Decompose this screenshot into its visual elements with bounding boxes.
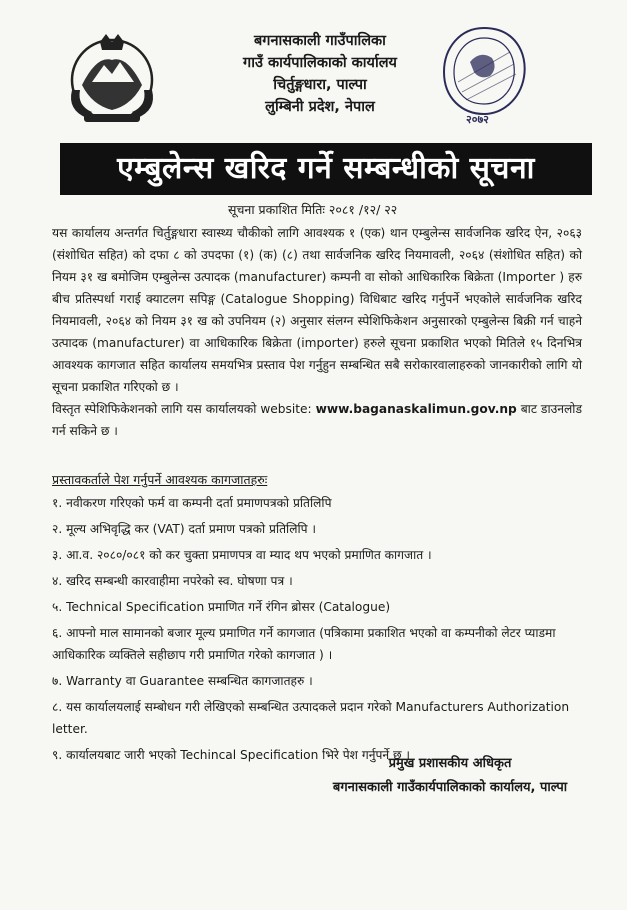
requirement-item: ४. खरिद सम्बन्धी कारवाहीमा नपरेको स्व. घोषणा पत्र । [52,574,293,588]
nepal-emblem-icon [62,30,162,125]
requirement-item: ९. कार्यालयबाट जारी भएको Techincal Specification भिरे पेश गर्नुपर्ने छ । [52,748,411,762]
stamp-date: २०७२ [466,113,489,126]
website-paragraph [52,398,582,442]
municipality-name: बगनासकाली गाउँपालिका [254,33,386,49]
signature-block [300,752,600,800]
website-suffix: बाट डाउनलोड गर्न सकिने छ । [52,402,582,438]
requirement-item: ५. Technical Specification प्रमाणित गर्ने रंगिन ब्रोसर (Catalogue) [52,600,391,614]
province-name: लुम्बिनी प्रदेश, नेपाल [265,99,375,115]
notice-body [52,222,582,442]
office-header [200,30,440,118]
requirement-item: ३. आ.व. २०८०/०८१ को कर चुक्ता प्रमाणपत्र वा म्याद थप भएको प्रमाणित कागजात । [52,548,432,562]
requirement-item: ६. आफ्नो माल सामानको बजार मूल्य प्रमाणित गर्ने कागजात (पत्रिकामा प्रकाशित भएको वा कम्पनीको लेटर प्याडमा आधिकारिक व्यक्तिले सहीछाप गरी प्रमाणित गरेको कागजात ) । [52,626,556,662]
requirements-list [52,492,584,770]
notice-title: एम्बुलेन्स खरिद गर्ने सम्बन्धीको सूचना [60,143,592,195]
published-date: सूचना प्रकाशित मितिः २०८१ /१२/ २२ [228,202,398,217]
requirements-title: प्रस्तावकर्ताले पेश गर्नुपर्ने आवश्यक कागजातहरुः [52,472,268,487]
requirement-item: २. मूल्य अभिवृद्धि कर (VAT) दर्ता प्रमाण पत्रको प्रतिलिपि । [52,522,317,536]
website-link[interactable]: www.baganaskalimun.gov.np [315,402,517,416]
signatory-office: बगनासकाली गाउँकार्यपालिकाको कार्यालय, पाल्पा [332,780,568,795]
office-name: गाउँ कार्यपालिकाको कार्यालय [243,55,397,71]
website-prefix: विस्तृत स्पेशिफिकेशनको लागि यस कार्यालयको website: [52,402,316,416]
requirement-item: ७. Warranty वा Guarantee सम्बन्धित कागजातहरु । [52,674,313,688]
notice-paragraph: यस कार्यालय अन्तर्गत चिर्तुङ्गधारा स्वास्थ्य चौकीको लागि आवश्यक १ (एक) थान एम्बुलेन्स सार्वजनिक खरिद ऐन, २०६३ (संशोधित सहित) को दफा ८ को उपदफा (१) (क) (८) तथा सार्वजनिक खरिद नियमावली, २०६४ (संशोधित सहित) को नियम ३१ ख बमोजिम एम्बुलेन्स उत्पादक (manufacturer) कम्पनी वा सोको आधिकारिक बिक्रेता (Importer ) हरु बीच प्रतिस्पर्धा गराई क्याटलग सपिङ्ग (Catalogue Shopping) विधिबाट खरिद गर्नुपर्ने भएकोले सार्वजनिक खरिद नियमावली, २०६४ को नियम ३१ ख को उपनियम (२) अनुसार संलग्न स्पेशिफिकेशन अनुसारको एम्बुलेन्स बिक्री गर्न चाहने उत्पादक (manufacturer) वा आधिकारिक बिक्रेता (importer) हरुले सूचना प्रकाशित भएको मितिले १५ दिनभित्र आवश्यक कागजात सहित कार्यालय समयभित्र प्रस्ताव पेश गर्नुहुन सम्बन्धित सबै सरोकारवालाहरुको जानकारीको लागि यो सूचना प्रकाशित गरिएको छ । [52,226,582,394]
requirement-item: १. नवीकरण गरिएको फर्म वा कम्पनी दर्ता प्रमाणपत्रको प्रतिलिपि [52,496,332,510]
requirement-item: ८. यस कार्यालयलाई सम्बोधन गरी लेखिएको सम्बन्धित उत्पादकले प्रदान गरेको Manufacturers Authorization letter. [52,700,570,736]
office-location: चिर्तुङ्गधारा, पाल्पा [273,77,367,93]
signatory-title: प्रमुख प्रशासकीय अधिकृत [388,756,512,771]
